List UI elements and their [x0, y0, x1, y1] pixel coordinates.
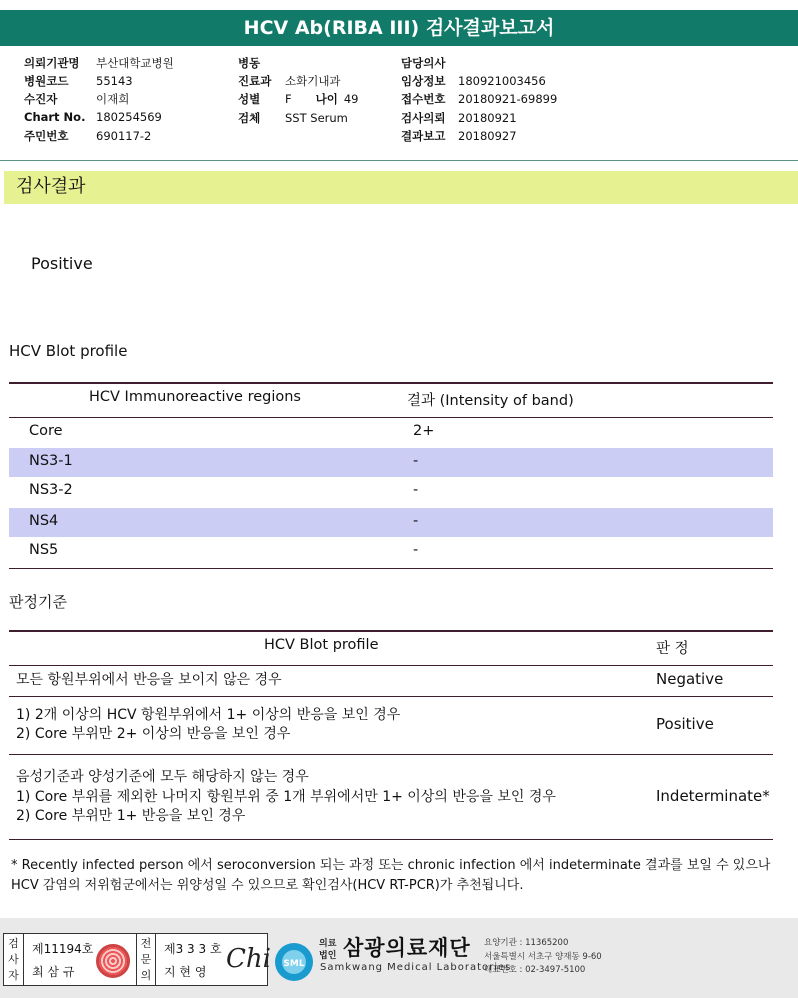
signature: Chi [226, 944, 271, 974]
report-title: HCV Ab(RIBA III) 검사결과보고서 [0, 10, 798, 46]
seal-stamp [96, 944, 130, 978]
criteria-header-profile: HCV Blot profile [264, 637, 379, 653]
field-value: 이재희 [96, 92, 130, 107]
org-logo-text: SML [283, 959, 305, 969]
criteria-judgment: Negative [656, 670, 724, 688]
age-label: 나이 [315, 92, 338, 107]
org-name: 삼광의료재단 [343, 936, 471, 960]
inspector-label: 검사자 [4, 934, 24, 985]
table-rule [9, 754, 773, 755]
profile-result: 2+ [413, 423, 435, 439]
criteria-line: 2) Core 부위만 1+ 반응을 보인 경우 [16, 808, 246, 824]
field-label: 결과보고 [401, 128, 446, 143]
profile-region: Core [29, 423, 63, 439]
result-value: Positive [31, 254, 93, 273]
criteria-line: 음성기준과 양성기준에 모두 해당하지 않는 경우 [16, 769, 309, 785]
result-section-title: 검사결과 [4, 171, 798, 204]
field-value: F [285, 92, 292, 107]
table-rule [9, 417, 773, 418]
field-label: 수진자 [24, 92, 58, 107]
field-label: 검사의뢰 [401, 110, 446, 125]
field-label: 성별 [238, 92, 261, 107]
signature-box [3, 933, 271, 986]
field-label: 병동 [238, 56, 261, 70]
criteria-judgment: Positive [656, 715, 714, 733]
header-divider [0, 160, 798, 161]
field-value: 20180921-69899 [458, 92, 558, 107]
row-band [9, 448, 773, 477]
field-label: 담당의사 [401, 56, 446, 70]
org-english-name: Samkwang Medical Laboratories [320, 962, 512, 973]
field-label: Chart No. [24, 109, 86, 124]
table-rule [9, 630, 773, 632]
field-label: 검체 [238, 110, 261, 125]
field-value: SST Serum [285, 110, 348, 125]
profile-region: NS3-2 [29, 482, 73, 498]
specialist-name: 지 현 영 [164, 965, 207, 979]
org-address: 서울특별시 서초구 양재동 9-60 [484, 951, 602, 962]
inspector-name: 최 삼 규 [32, 965, 75, 979]
patient-info-col1 [24, 55, 174, 146]
profile-result: - [413, 453, 419, 469]
field-value: 690117-2 [96, 128, 152, 143]
patient-info-col3 [401, 55, 557, 146]
table-rule [9, 382, 773, 384]
table-rule [9, 568, 773, 569]
field-label: 임상정보 [401, 74, 446, 89]
inspector-number: 제11194호 [32, 942, 94, 956]
criteria-line: 모든 항원부위에서 반응을 보이지 않은 경우 [16, 672, 282, 688]
profile-result: - [413, 482, 419, 498]
field-value: 부산대학교병원 [96, 56, 174, 70]
org-phone: 대표번호 : 02-3497-5100 [484, 965, 586, 975]
criteria-line: 2) Core 부위만 2+ 이상의 반응을 보인 경우 [16, 726, 291, 742]
criteria-judgment: Indeterminate* [656, 787, 770, 805]
field-label: 병원코드 [24, 74, 69, 89]
field-value: 20180927 [458, 128, 517, 143]
org-code: 요양기관 : 11365200 [484, 938, 569, 948]
profile-header-region: HCV Immunoreactive regions [89, 389, 301, 405]
field-value: 20180921 [458, 110, 517, 125]
field-value: 180921003456 [458, 74, 546, 89]
field-value: 55143 [96, 74, 133, 89]
profile-region: NS5 [29, 542, 59, 558]
field-label: 접수번호 [401, 92, 446, 107]
org-prefix: 의료법인 [319, 939, 337, 961]
profile-result: - [413, 513, 419, 529]
field-label: 주민번호 [24, 128, 69, 143]
profile-title: HCV Blot profile [9, 342, 128, 360]
org-logo-icon [273, 936, 315, 984]
footnote: * Recently infected person 에서 seroconversion 되는 과정 또는 chronic infection 에서 indeterminate 결과를 보일 수 있으나 HCV 감염의 저위험군에서는 위양성일 수 있으므로 확인검사(HCV RT-PCR)가 추천됩니다. [11, 858, 771, 893]
profile-region: NS4 [29, 513, 59, 529]
specialist-number: 제3 3 3 호 [164, 942, 222, 956]
row-band [9, 508, 773, 537]
org-details [484, 937, 602, 978]
table-rule [9, 839, 773, 840]
profile-result: - [413, 542, 419, 558]
field-label: 의뢰기관명 [24, 56, 80, 70]
criteria-title: 판정기준 [9, 593, 67, 611]
table-rule [9, 696, 773, 697]
age-value: 49 [343, 92, 359, 107]
field-value: 180254569 [96, 109, 162, 124]
profile-region: NS3-1 [29, 453, 73, 469]
field-value: 소화기내과 [285, 74, 341, 89]
specialist-label: 전문의 [136, 934, 156, 985]
criteria-line: 1) Core 부위를 제외한 나머지 항원부위 중 1개 부위에서만 1+ 이상의 반응을 보인 경우 [16, 789, 556, 805]
patient-info-col2 [238, 55, 358, 128]
criteria-header-judgment: 판 정 [656, 641, 689, 657]
table-rule [9, 665, 773, 666]
criteria-line: 1) 2개 이상의 HCV 항원부위에서 1+ 이상의 반응을 보인 경우 [16, 707, 401, 723]
profile-header-result: 결과 (Intensity of band) [407, 393, 574, 409]
field-label: 진료과 [238, 74, 272, 89]
